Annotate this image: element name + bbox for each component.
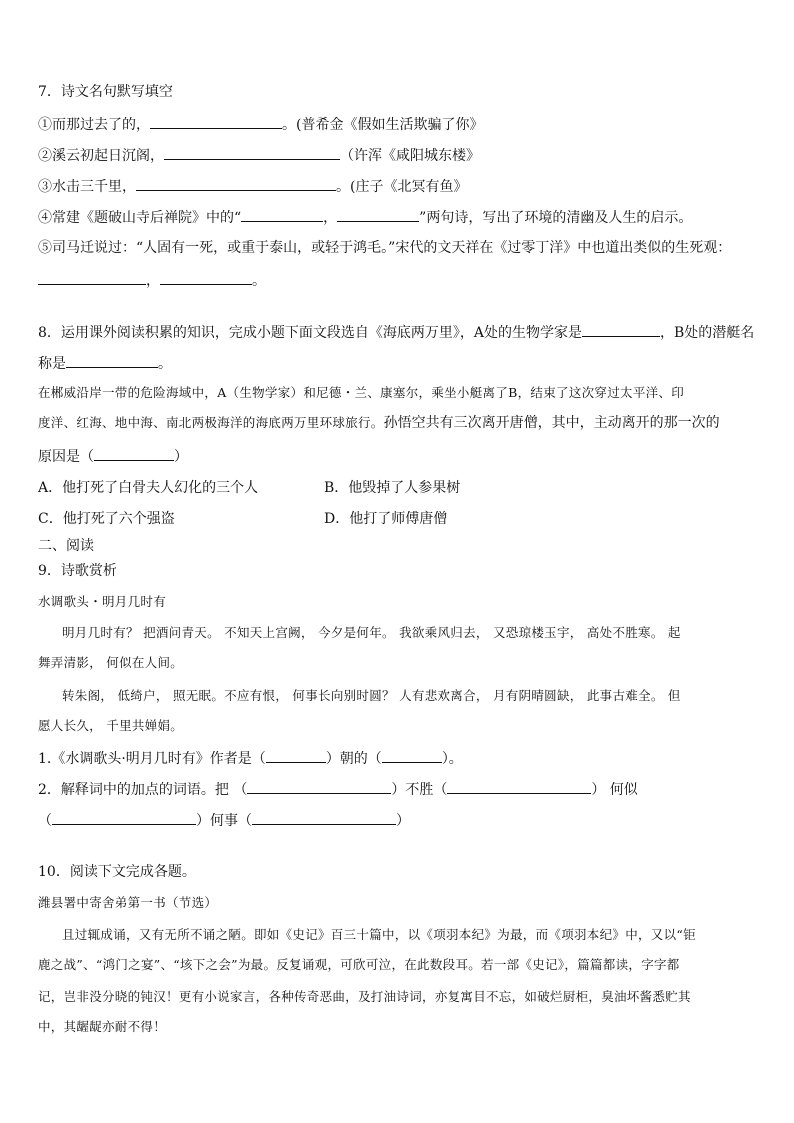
q10-passage-line-2: 鹿之战”、“鸿门之宴”、“垓下之会”为最。反复诵观，可欣可泣，在此数段耳。若一部《史记》，篇篇都读，字字都 [38,957,680,972]
q9-sub-3-end: ） [396,813,410,829]
answer-blank[interactable] [266,748,326,763]
q7-line-1 [38,114,774,135]
q10-passage-line-4: 中，其龌龊亦耐不得！ [38,1019,167,1034]
q7-line-3-source: 。(庄子《北冥有鱼》 [336,179,468,195]
q8-line-1-text: 8．运用课外阅读积累的知识，完成小题下面文段选自《海底两万里》，A处的生物学家是 [38,325,583,341]
answer-blank[interactable] [150,114,282,129]
answer-blank[interactable] [164,145,340,160]
q9-sub-1 [38,748,774,769]
q7-line-2-source: （许浑《咸阳城东楼》 [340,148,480,164]
q9-sub-2-text: 2．解释词中的加点的词语。把 （ [38,782,248,798]
q7-line-2 [38,145,774,166]
poem-line-4: 愿人长久， 千里共婵娟。 [38,718,184,733]
q9-title: 9．诗歌赏析 [38,563,117,579]
option-a[interactable]: A．他打死了白骨夫人幻化的三个人 [38,480,259,496]
section-heading: 二、阅读 [38,538,94,554]
q8-passage-line-2-text: 度洋、红海、地中海、南北两极海洋的海底两万里环球旅行。 [38,415,384,430]
q8-line-answer [38,446,774,467]
q7-line-1-text: ①而那过去了的， [38,117,150,133]
poem-line-2: 舞弄清影， 何似在人间。 [38,655,184,670]
q10-passage-line-3: 记，岂非没分晓的钝汉！更有小说家言，各种传奇恶曲，及打油诗词，亦复寓目不忘，如破烂厨柜，臭油坏酱悉贮其 [38,989,691,1004]
q8-line-2-end: 。 [158,356,172,372]
answer-blank[interactable] [136,176,336,191]
q10-text-title: 潍县署中寄舍弟第一书（节选） [38,895,218,910]
q9-sub-2-end: ） 何似 [591,782,638,798]
q7-title: 7．诗文名句默写填空 [38,84,173,100]
q9-sub-3-open: （ [38,813,52,829]
answer-blank[interactable] [38,270,146,285]
q7-line-6-comma: ， [146,273,160,289]
q7-line-3 [38,176,774,197]
q9-sub-2-mid: ）不胜（ [391,782,448,798]
answer-blank[interactable] [52,810,196,825]
q7-line-6-end: 。 [252,273,266,289]
q7-line-4 [38,207,774,228]
q8-line-2-text: 称是 [38,356,66,372]
option-b[interactable]: B．他毁掉了人参果树 [324,480,461,496]
q8-passage-line-1: 在郴威沿岸一带的危险海域中，A（生物学家）和尼德・兰、康塞尔，乘坐小艇离了B，结束了这次穿过太平洋、印 [38,385,685,400]
q7-line-5: ⑤司马迁说过：“人固有一死，或重于泰山，或轻于鸿毛。”宋代的文天祥在《过零丁洋》中也道出类似的生死观： [38,240,732,256]
answer-blank[interactable] [160,270,252,285]
q9-sub-2 [38,779,774,800]
q7-line-6 [38,270,774,291]
q8-line-1-tail: ，B处的潜艇名 [660,325,755,341]
q9-sub-3-mid: ）何事（ [196,813,252,829]
answer-blank[interactable] [252,810,396,825]
answer-blank[interactable] [447,779,591,794]
q7-line-4-tail: ”两句诗，写出了环境的清幽及人生的启示。 [419,210,693,226]
q8-answer-prefix: 原因是（ [38,449,94,465]
q8-question-text: 孙悟空共有三次离开唐僧，其中，主动离开的那一次的 [383,415,720,431]
q9-sub-1-end: ）。 [441,751,463,767]
q8-line-1 [38,322,774,343]
answer-blank[interactable] [94,446,174,461]
answer-blank[interactable] [337,207,419,222]
answer-blank[interactable] [241,207,323,222]
poem-line-1: 明月几时有？ 把酒问青天。 不知天上宫阙， 今夕是何年。 我欲乘风归去， 又恐琼楼玉宇， 高处不胜寒。 起 [62,625,681,640]
q8-line-2 [38,353,774,374]
q10-passage-line-1: 且过辄成诵，又有无所不诵之陋。即如《史记》百三十篇中，以《项羽本纪》为最，而《项羽本纪》中，又以“钜 [62,927,696,942]
q7-line-4-comma: ， [323,210,338,226]
answer-blank[interactable] [582,322,660,337]
q7-line-2-text: ②溪云初起日沉阁， [38,148,164,164]
q9-sub-1-text: 1.《水调歌头·明月几时有》作者是（ [38,751,266,767]
q9-sub-1-mid: ）朝的（ [325,751,382,767]
option-c[interactable]: C．他打死了六个强盗 [38,511,175,527]
q8-passage-line-2 [38,413,774,433]
q7-line-3-text: ③水击三千里， [38,179,136,195]
poem-line-3: 转朱阁， 低绮户， 照无眠。不应有恨， 何事长向别时圆？ 人有悲欢离合， 月有阴晴圆缺， 此事古难全。 但 [62,688,681,703]
answer-blank[interactable] [247,779,391,794]
q7-line-1-source: 。(普希金《假如生活欺骗了你》 [282,117,484,133]
option-d[interactable]: D．他打了师傅唐僧 [324,511,448,527]
answer-blank[interactable] [66,353,158,368]
q9-sub-3 [38,810,774,831]
q8-answer-suffix: ） [174,449,188,465]
answer-blank[interactable] [382,748,442,763]
q7-line-4-text: ④常建《题破山寺后禅院》中的“ [38,210,242,226]
poem-title: 水调歌头・明月几时有 [38,594,167,609]
q10-title: 10．阅读下文完成各题。 [38,864,196,880]
